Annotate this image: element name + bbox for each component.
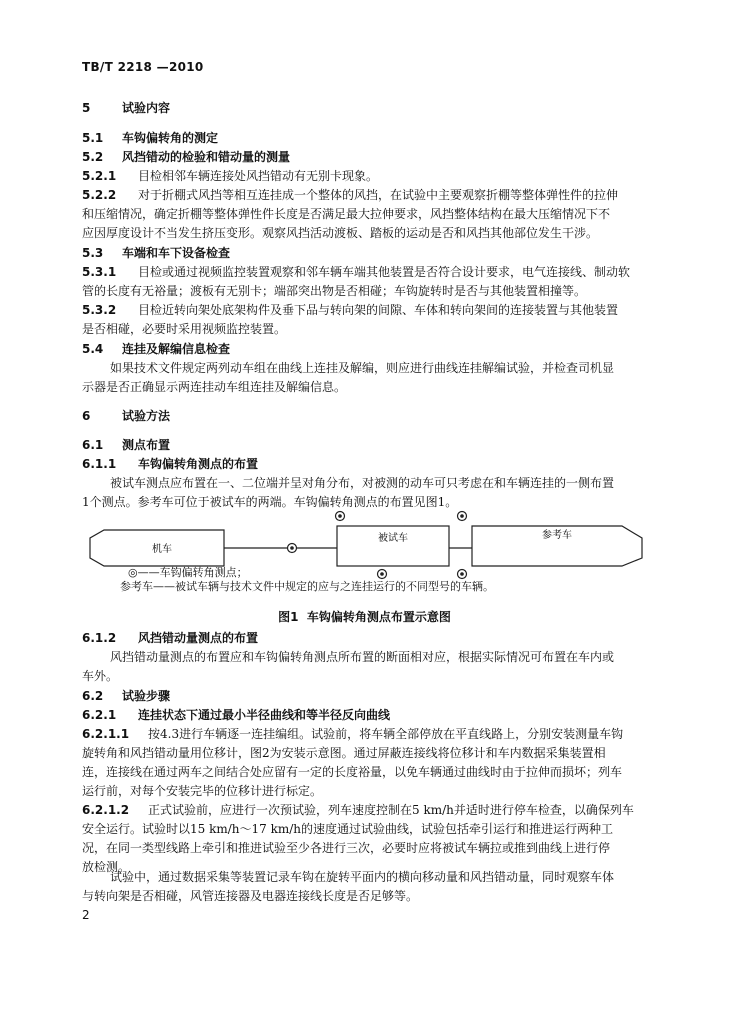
section-5-3-2-line-2: 是否相碰，必要时采用视频监控装置。 [82,322,287,336]
test-car-shape [337,526,449,566]
figure-legend-measurement-point: ◎——车钩偏转角测点； [128,566,248,579]
reference-car-label: 参考车 [542,530,572,541]
section-6-2-paragraph-line-1: 试验中，通过数据采集等装置记录车钩在旋转平面内的横向移动量和风挡错动量，同时观察车体 [110,870,615,884]
section-6-1-1-heading: 6.1.1 车钩偏转角测点的布置 [82,457,259,471]
measurement-point-icon [458,512,467,521]
section-5-3-1-line-1: 5.3.1 目检或通过视频监控装置观察和邻车辆车端其他装置是否符合设计要求，电气连接线、制动软 [82,265,631,279]
section-5-2-2-line-2: 和压缩情况，确定折棚等整体弹性件长度是否满足最大拉伸要求，风挡整体结构在最大压缩情况下不 [82,207,611,221]
section-5-4-line-1: 如果技术文件规定两列动车组在曲线上连挂及解编，则应进行曲线连挂解编试验，并检查司机显 [110,361,615,375]
section-6-1-1-line-1: 被试车测点应布置在一、二位端并呈对角分布，对被测的动车可只考虑在和车辆连挂的一侧布置 [110,476,615,490]
section-6-1-2-line-1: 风挡错动量测点的布置应和车钩偏转角测点所布置的断面相对应，根据实际情况可布置在车内或 [110,650,615,664]
section-6-2-paragraph-line-2: 与转向架是否相碰，风管连接器及电器连接线长度是否足够等。 [82,889,419,903]
section-6-2-1-1-line-4: 运行前，对每个安装完毕的位移计进行标定。 [82,784,323,798]
locomotive-label: 机车 [152,544,172,555]
section-6-2-1-heading: 6.2.1 连挂状态下通过最小半径曲线和等半径反向曲线 [82,708,391,722]
section-6-heading: 6 试验方法 [82,409,171,423]
section-6-1-2-heading: 6.1.2 风挡错动量测点的布置 [82,631,259,645]
section-5-2-2-line-3: 应因厚度设计不当发生挤压变形。观察风挡活动渡板、踏板的运动是否和风挡其他部位发生干涉。 [82,226,599,240]
section-6-1-heading: 6.1 测点布置 [82,438,171,452]
section-5-3-heading: 5.3 车端和车下设备检查 [82,246,231,260]
measurement-point-legend-icon: ◎ [128,566,138,579]
section-5-3-2-line-1: 5.3.2 目检近转向架处底架构件及垂下品与转向架的间隙、车体和转向架间的连接装置与其他装置 [82,303,619,317]
section-6-2-1-2-line-3: 况，在同一类型线路上牵引和推进试验至少各进行三次，必要时应将被试车辆拉或推到曲线上进行停 [82,841,611,855]
standard-number-header: TB/T 2218 —2010 [82,60,204,74]
section-6-2-heading: 6.2 试验步骤 [82,689,171,703]
section-5-2-1-text: 5.2.1 目检相邻车辆连接处风挡错动有无别卡现象。 [82,169,379,183]
section-6-2-1-1-line-1: 6.2.1.1 按4.3进行车辆逐一连挂编组。试验前，将车辆全部停放在平直线路上，分别安装测量车钩 [82,727,624,741]
section-5-heading: 5 试验内容 [82,101,171,115]
section-6-2-1-2-line-1: 6.2.1.2 正式试验前，应进行一次预试验，列车速度控制在5 km/h并适时进行停车检查，以确保列车 [82,803,634,817]
section-6-2-1-1-line-2: 旋转角和风挡错动量用位移计，图2为安装示意图。通过屏蔽连接线将位移计和车内数据采集装置相 [82,746,606,760]
section-6-2-1-1-line-3: 连，连接线在通过两车之间结合处应留有一定的长度裕量，以免车辆通过曲线时由于拉伸而损坏；列车 [82,765,623,779]
section-6-1-2-line-2: 车外。 [82,669,119,683]
section-6-1-1-line-2: 1个测点。参考车可位于被试车的两端。车钩偏转角测点的布置见图1。 [82,495,458,509]
section-5-3-1-line-2: 管的长度有无裕量；渡板有无别卡；端部突出物是否相碰；车钩旋转时是否与其他装置相撞等。 [82,284,587,298]
section-5-4-line-2: 示器是否正确显示两连挂动车组连挂及解编信息。 [82,380,347,394]
section-6-2-1-2-line-4: 放检测。 [82,860,131,874]
section-5-1-heading: 5.1 车钩偏转角的测定 [82,131,219,145]
test-car-label: 被试车 [378,533,408,544]
measurement-point-icon [288,544,297,553]
page-number: 2 [82,908,90,922]
section-5-4-heading: 5.4 连挂及解编信息检查 [82,342,231,356]
section-5-2-heading: 5.2 风挡错动的检验和错动量的测量 [82,150,291,164]
section-6-2-1-2-line-2: 安全运行。试验时以15 km/h～17 km/h的速度通过试验曲线，试验包括牵引运行和推进运行两种工 [82,822,614,836]
section-5-2-2-line-1: 5.2.2 对于折棚式风挡等相互连挂成一个整体的风挡，在试验中主要观察折棚等整体弹性件的拉伸 [82,188,619,202]
measurement-point-icon [336,512,345,521]
figure-1-caption: 图1 车钩偏转角测点布置示意图 [278,610,451,624]
figure-legend-reference-car: 参考车——被试车辆与技术文件中规定的应与之连挂运行的不同型号的车辆。 [120,580,494,593]
